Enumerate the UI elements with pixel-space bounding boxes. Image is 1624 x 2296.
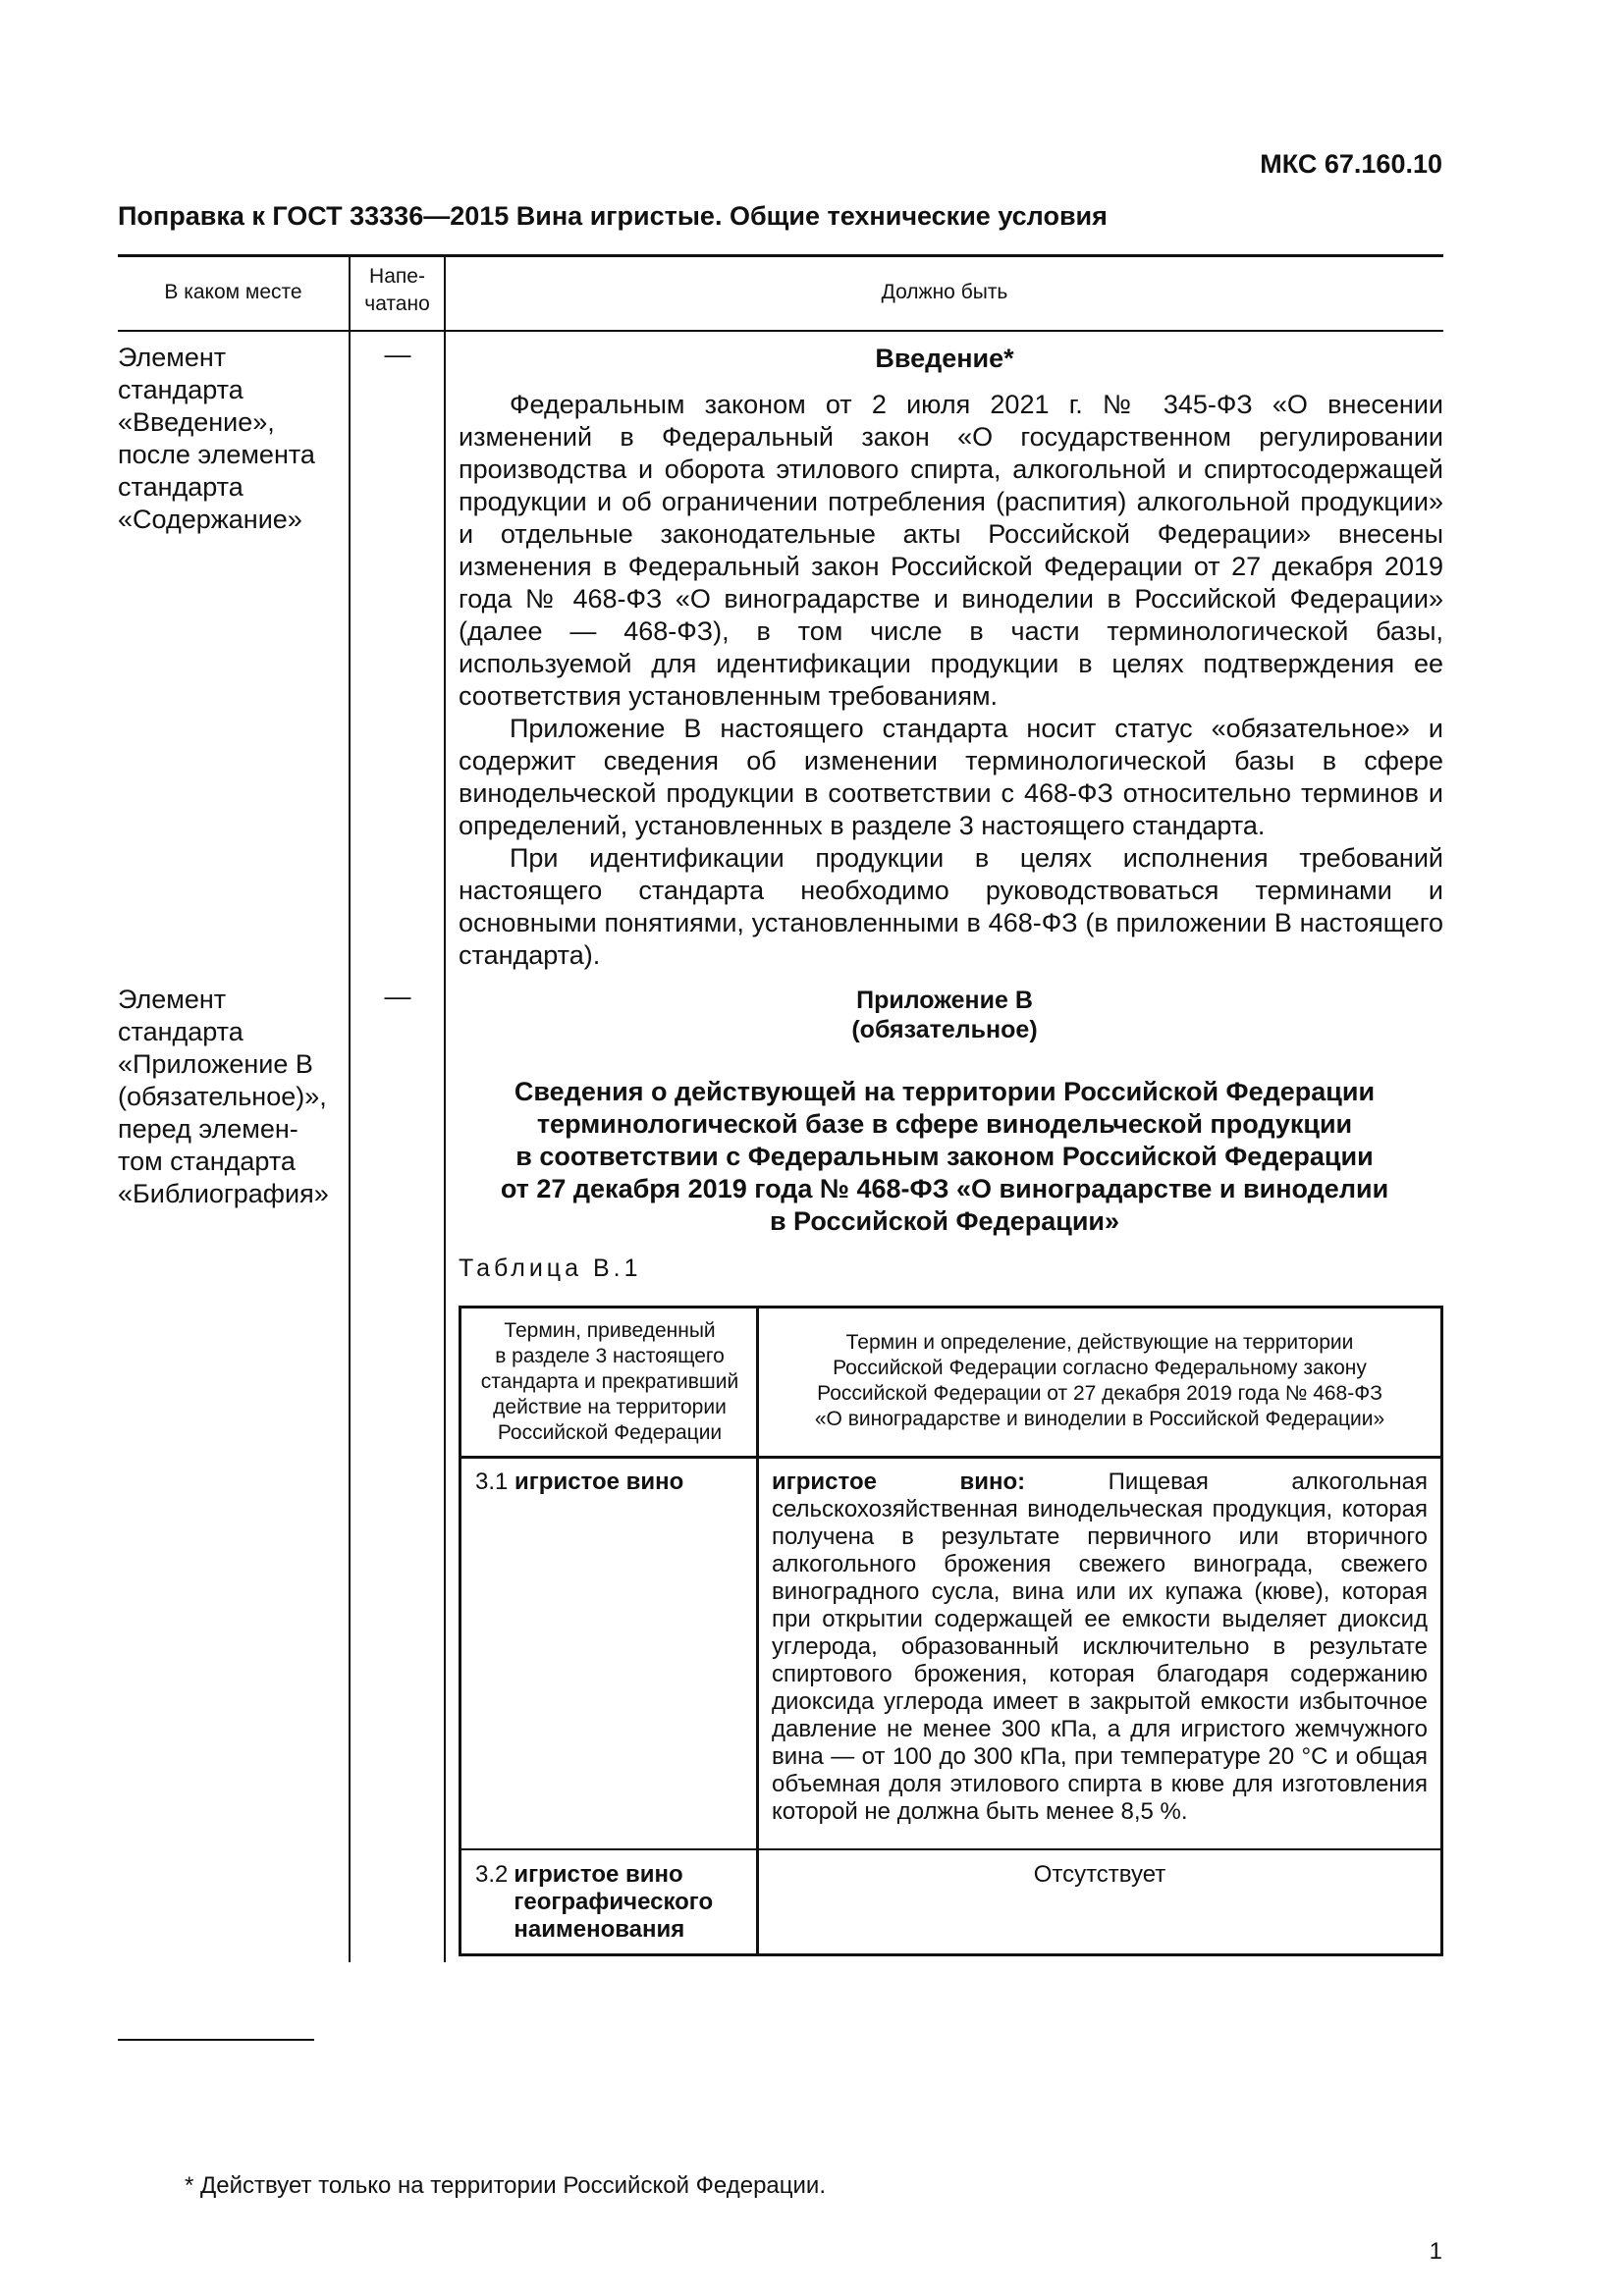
table-b1-header-definition: Термин и определение, действующие на территории Российской Федерации согласно Федеральному закону Российской Федерации от 27 декабря 2019 года № 468-ФЗ «О виноградарстве и виноделии в Российской Федерации» (814, 1331, 1385, 1430)
column-header-where: В каком месте (164, 281, 302, 303)
definition-term: игристое вино: (772, 1468, 1026, 1495)
term-number: 3.1 (475, 1468, 509, 1495)
table-top-border (118, 254, 1443, 257)
page-number: 1 (1429, 2238, 1442, 2265)
term-name: игристое вино географического наименования (514, 1861, 714, 1943)
appendix-status: (обязательное) (851, 1016, 1038, 1043)
row2-printed: — (384, 982, 411, 1011)
introduction-paragraph-3: При идентификации продукции в целях исполнения требований настоящего стандарта необходимо руководствоваться терминами и основными понятиями, установленными в 468-ФЗ (в приложении В настоящего стандарта). (459, 843, 1443, 970)
footnote: * Действует только на территории Российской Федерации. (185, 2172, 826, 2199)
column-header-printed: Напе- чатано (364, 265, 430, 315)
table-b1-header-divider (461, 1456, 1440, 1459)
footnote-separator (118, 2039, 314, 2041)
table-row (475, 1861, 750, 1944)
table-b1-row-divider (461, 1848, 1440, 1850)
table-b1 (459, 1306, 1443, 1956)
row2-where: Элемент стандарта «Приложение В (обязательное)», перед элемен- том стандарта «Библиография» (118, 985, 329, 1208)
mks-code: МКС 67.160.10 (1260, 149, 1442, 179)
table-b1-column-divider (756, 1308, 759, 1953)
introduction-heading: Введение* (875, 344, 1014, 373)
table-header-bottom-border (118, 330, 1443, 332)
row1-printed: — (384, 340, 411, 369)
appendix-title: Приложение В (856, 987, 1033, 1014)
term-definition-absent: Отсутствует (1033, 1861, 1166, 1888)
introduction-body (459, 389, 1443, 972)
term-definition (772, 1468, 1428, 1826)
table-row (475, 1468, 750, 1496)
term-number: 3.2 (475, 1861, 509, 1888)
term-name: игристое вино (514, 1468, 684, 1495)
column-header-should-be: Должно быть (881, 281, 1008, 303)
introduction-paragraph-2: Приложение В настоящего стандарта носит статус «обязательное» и содержит сведения об изменении терминологической базы в сфере винодельческой продукции в соответствии с 468-ФЗ относительно терминов и определений, установленных в разделе 3 настоящего стандарта. (459, 714, 1443, 840)
table-b1-header-term: Термин, приведенный в разделе 3 настоящего стандарта и прекративший действие на территории Российской Федерации (480, 1319, 739, 1444)
definition-text: Пищевая алкогольная сельскохозяйственная винодельческая продукция, которая получена в результате первичного или вторичного алкогольного брожения свежего винограда, свежего виноградного сусла, вина или их купажа (кюве), которая при открытии содержащей ее емкости выделяет диоксид углерода, образованный исключительно в результате спиртового брожения, которая благодаря содержанию диоксида углерода имеет в закрытой емкости избыточное давление не менее 300 кПа, а для игристого жемчужного вина — от 100 до 300 кПа, при температуре 20 °С и общая объемная доля этилового спирта в кюве для изготовления которой не должна быть менее 8,5 %. (772, 1468, 1429, 1825)
column-divider-1 (349, 254, 351, 1962)
row1-where: Элемент стандарта «Введение», после элемента стандарта «Содержание» (118, 343, 315, 534)
table-caption: Таблица В.1 (459, 1255, 642, 1282)
appendix-heading: Сведения о действующей на территории Российской Федерации терминологической базе в сфере винодельческой продукции в соответствии с Федеральным законом Российской Федерации от 27 декабря 2019 года № 468-ФЗ «О виноградарстве и виноделии в Российской Федерации» (500, 1077, 1389, 1236)
document-title: Поправка к ГОСТ 33336—2015 Вина игристые. Общие технические условия (118, 201, 1108, 231)
introduction-paragraph-1: Федеральным законом от 2 июля 2021 г. № 345-ФЗ «О внесении изменений в Федеральный закон «О государственном регулировании производства и оборота этилового спирта, алкогольной и спиртосодержащей продукции и об ограничении потребления (распития) алкогольной продукции» и отдельные законодательные акты Российской Федерации» внесены изменения в Федеральный закон Российской Федерации от 27 декабря 2019 года № 468-ФЗ «О виноградарстве и виноделии в Российской Федерации» (далее — 468-ФЗ), в том числе в части терминологической базы, используемой для идентификации продукции в целях подтверждения ее соответствия установленным требованиям. (459, 390, 1443, 711)
